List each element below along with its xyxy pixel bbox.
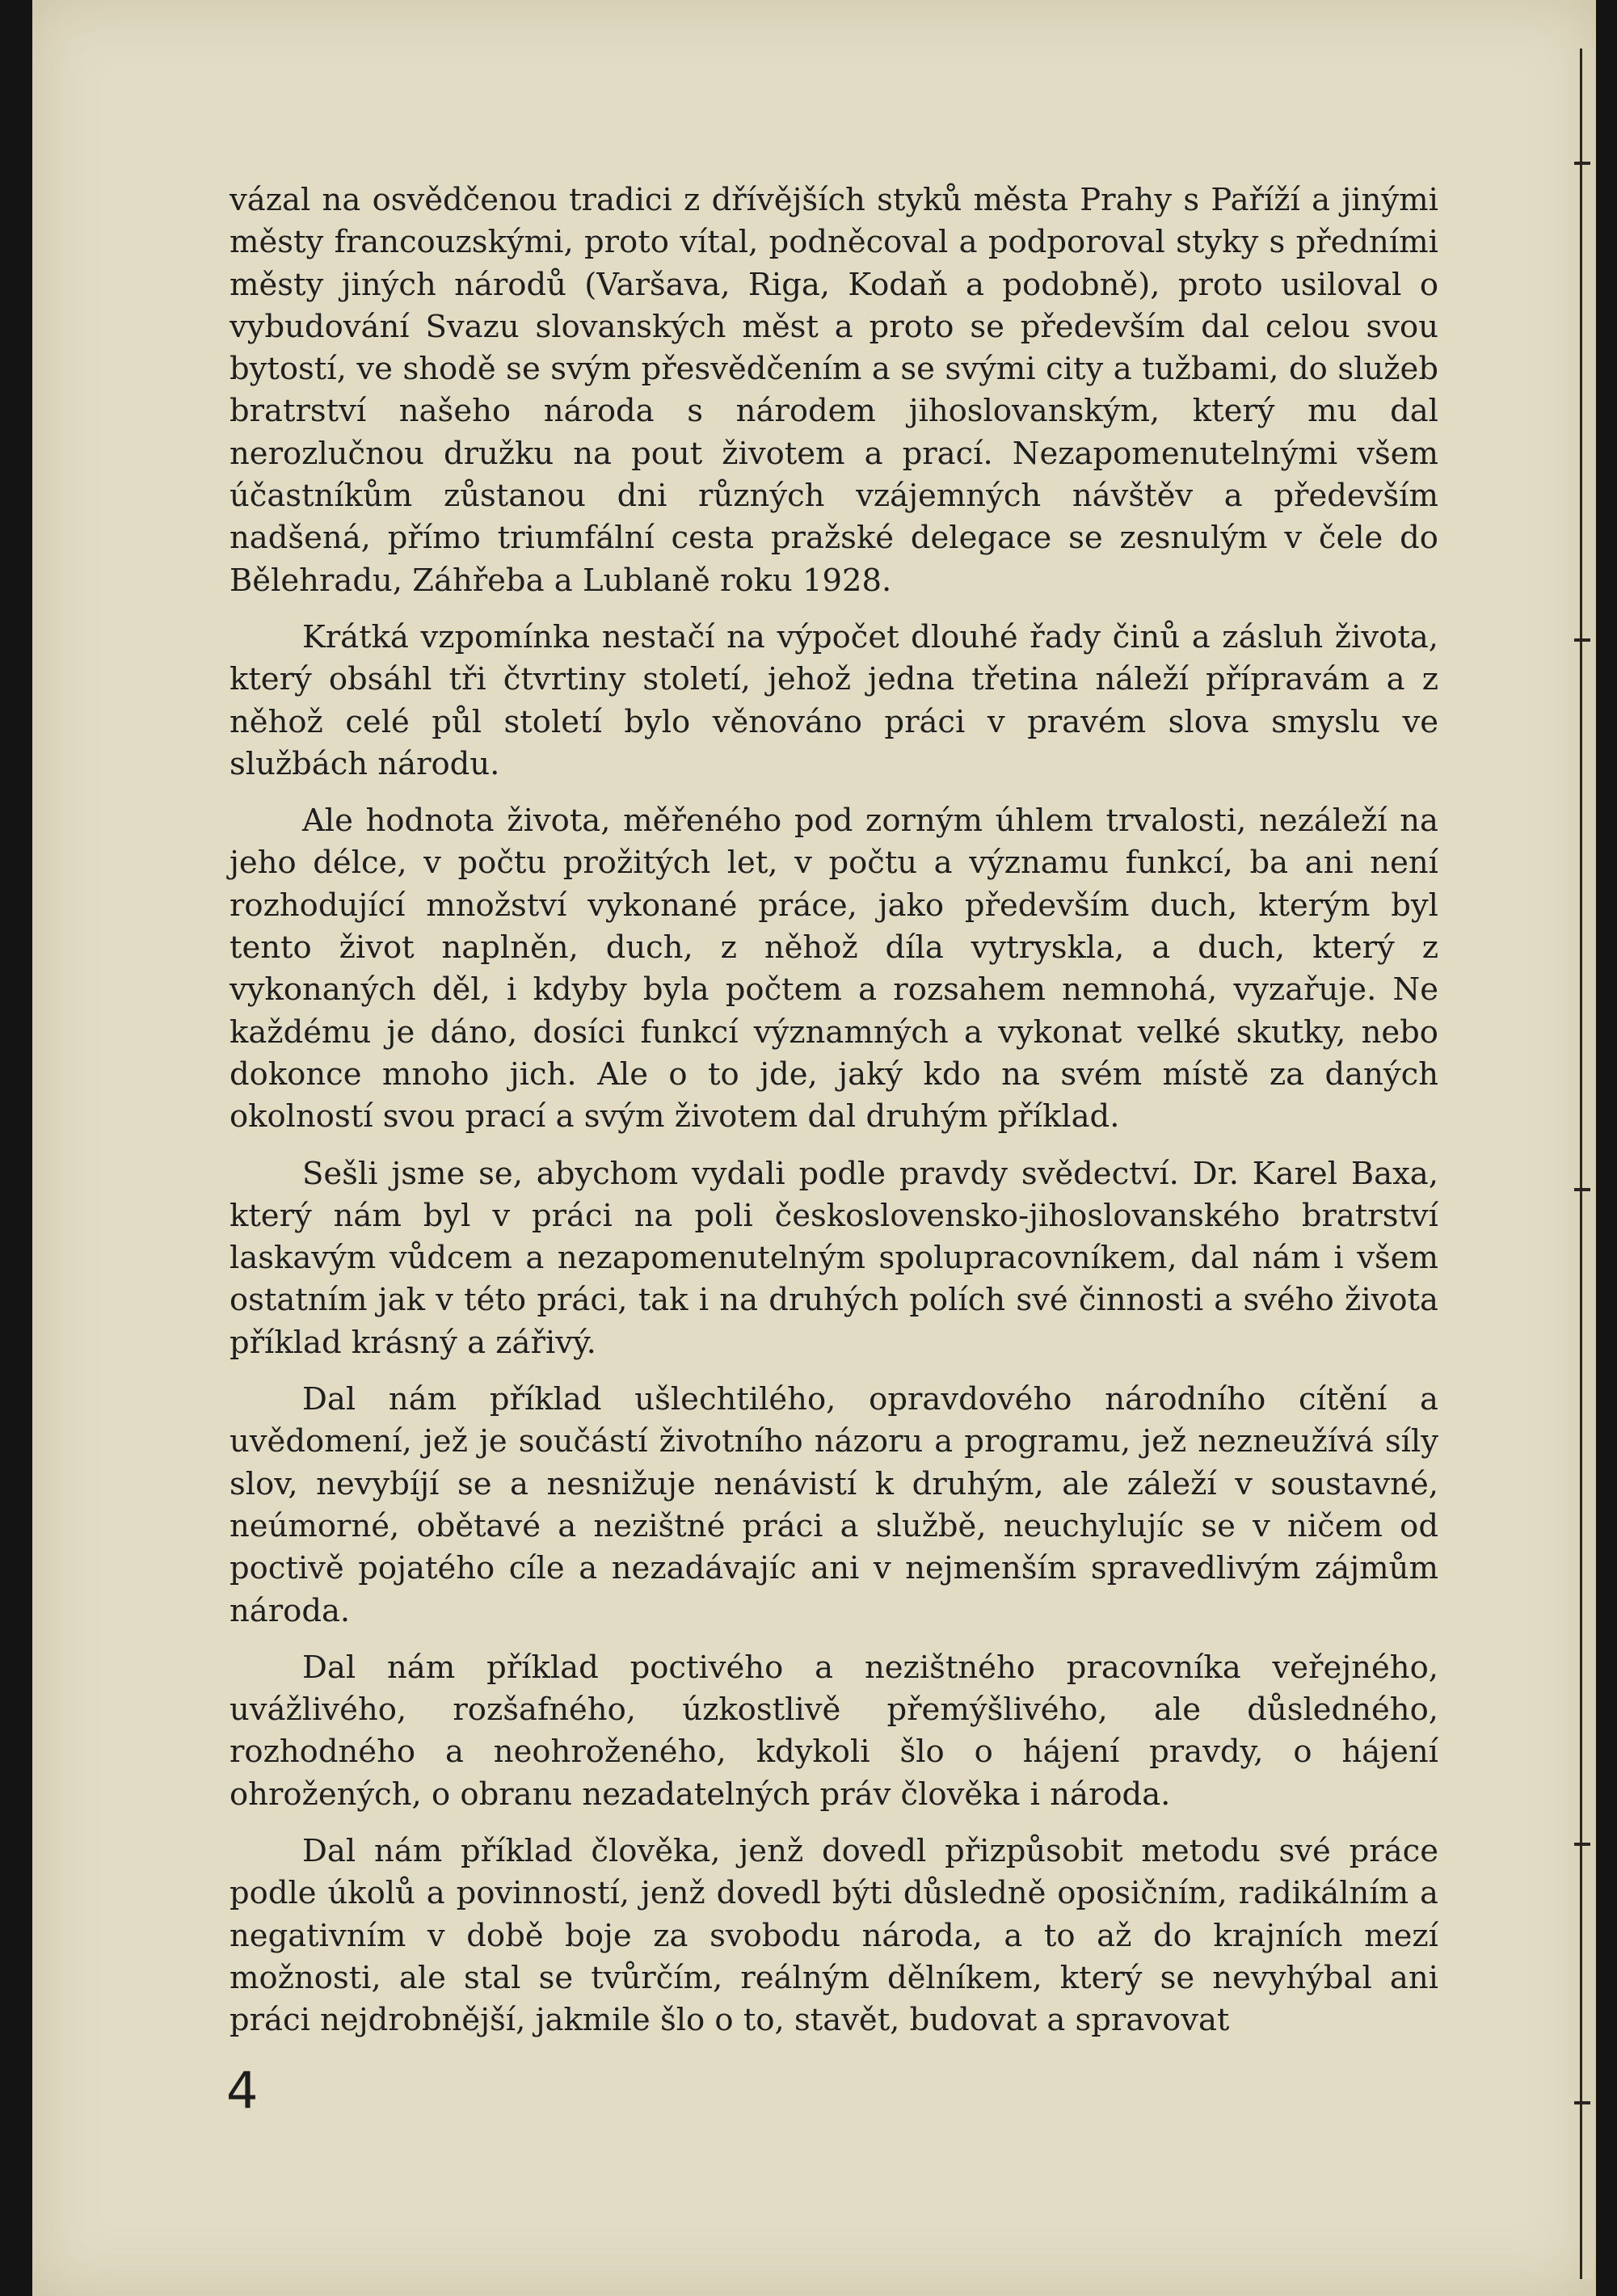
paragraph-3: Ale hodnota života, měřeného pod zorným úhlem trvalosti, nezáleží na jeho délce, v počtu prožitých let, v počtu a významu funkcí, ba ani není rozhodující množství vykonané práce, jako především duch, kterým byl tento život naplněn, duch, z něhož díla vytryskla, a duch, který z vykonaných děl, i kdyby byla počtem a rozsahem nemnohá, vyzařuje. Ne každému je dáno, dosíci funkcí významných a vykonat velké skutky, nebo dokonce mnoho jich. Ale o to jde, jaký kdo na svém místě za daných okolností svou prací a svým životem dal druhým příklad. [229,803,1438,1135]
paragraph-6: Dal nám příklad poctivého a nezištného pracovníka veřejného, uvážlivého, rozšafného, úzkostlivě přemýšlivého, ale důsledného, rozhodného a neohroženého, kdykoli šlo o hájení pravdy, o hájení ohrožených, o obranu nezadatelných práv člověka i národa. [229,1649,1438,1813]
book-page [32,0,1596,2296]
edge-tick [1574,2101,1590,2104]
paragraph-7: Dal nám příklad člověka, jenž dovedl přizpůsobit metodu své práce podle úkolů a povinností, jenž dovedl býti důsledně oposičním, radikálním a negativním v době boje za svobodu národa, a to až do krajních mezí možnosti, ale stal se tvůrčím, reálným dělníkem, který se nevyhýbal ani práci nejdrobnější, jakmile šlo o to, stavět, budovat a spravovat [229,1832,1438,2039]
paragraph-4: Sešli jsme se, abychom vydali podle pravdy svědectví. Dr. Karel Baxa, který nám byl v práci na poli československo-jihoslovanského bratrství laskavým vůdcem a nezapomenutelným spolupracovníkem, dal nám i všem ostatním jak v této práci, tak i na druhých polích své činnosti a svého života příklad krásný a zářivý. [229,1155,1438,1361]
page-body-text [229,179,1438,2056]
paragraph-2: Krátká vzpomínka nestačí na výpočet dlouhé řady činů a zásluh života, který obsáhl tři čtvrtiny století, jehož jedna třetina náleží přípravám a z něhož celé půl století bylo věnováno práci v pravém slova smyslu ve službách národu. [229,618,1438,782]
edge-tick [1574,162,1590,165]
edge-tick [1574,1843,1590,1846]
paragraph-1: vázal na osvědčenou tradici z dřívějších styků města Prahy s Paříží a jinými městy francouzskými, proto vítal, podněcoval a podporoval styky s předními městy jiných národů (Varšava, Riga, Kodaň a podobně), proto usiloval o vybudování Svazu slovanských měst a proto se především dal celou svou bytostí, ve shodě se svým přesvědčením a se svými city a tužbami, do služeb bratrství našeho národa s národem jihoslovanským, který mu dal nerozlučnou družku na pout životem a prací. Nezapomenutelnými všem účastníkům zůstanou dni různých vzájemných návštěv a především nadšená, přímo triumfální cesta pražské delegace se zesnulým v čele do Bělehradu, Záhřeba a Lublaně roku 1928. [229,182,1438,599]
paragraph-5: Dal nám příklad ušlechtilého, opravdového národního cítění a uvědomení, jež je součástí životního názoru a programu, jež nezneužívá síly slov, nevybíjí se a nesnižuje nenávistí k druhým, ale záleží v soustavné, neúmorné, obětavé a nezištné práci a službě, neuchylujíc se v ničem od poctivě pojatého cíle a nezadávajíc ani v nejmenším spravedlivým zájmům národa. [229,1381,1438,1629]
edge-tick [1574,638,1590,642]
page-number: 4 [226,2061,259,2120]
page-edge-binding [1580,48,1594,2279]
edge-tick [1574,1188,1590,1191]
